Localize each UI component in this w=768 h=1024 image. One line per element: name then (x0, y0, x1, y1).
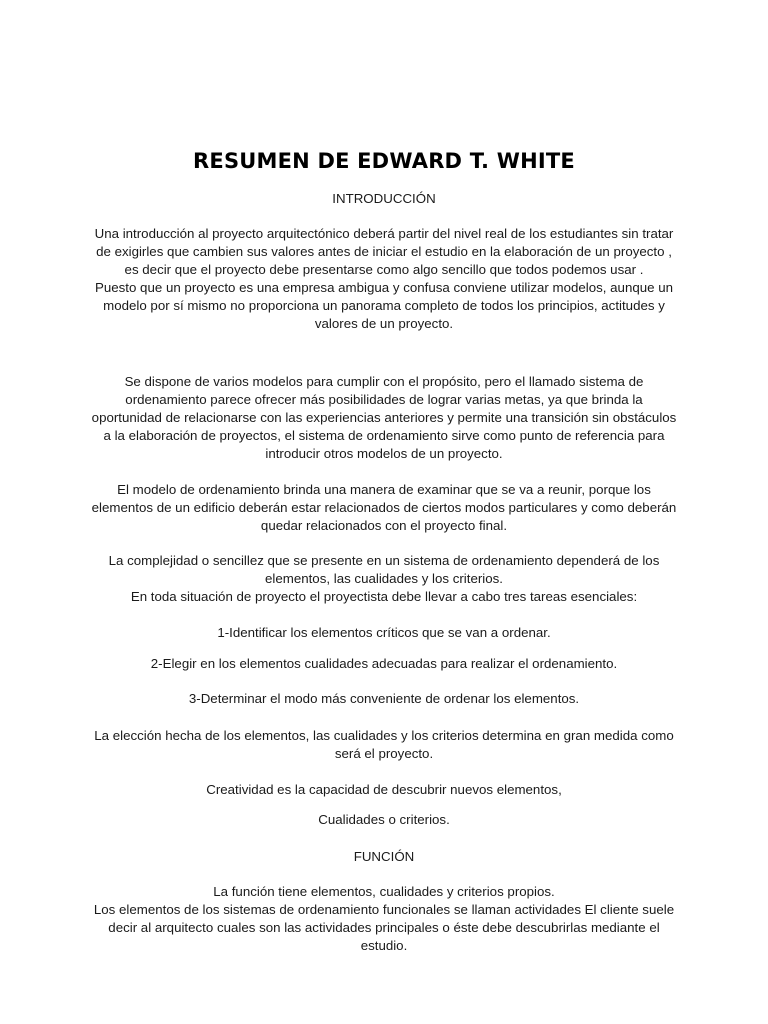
paragraph-6: En toda situación de proyecto el proyectista debe llevar a cabo tres tareas esenciales: (130, 589, 638, 604)
paragraph-7: La elección hecha de los elementos, las cualidades y los criterios determina en gran medida como será el proyecto. (94, 728, 674, 761)
task-2: 2-Elegir en los elementos cualidades adecuadas para realizar el ordenamiento. (150, 656, 618, 671)
task-3: 3-Determinar el modo más conveniente de ordenar los elementos. (188, 691, 580, 706)
document-title: RESUMEN DE EDWARD T. WHITE (193, 149, 575, 173)
task-1: 1-Identificar los elementos críticos que se van a ordenar. (217, 625, 551, 640)
complexity-section (90, 552, 678, 606)
intro-heading: INTRODUCCIÓN (332, 191, 436, 206)
paragraph-3: Se dispone de varios modelos para cumplir con el propósito, pero el llamado sistema de ordenamiento parece ofrecer más posibilidades de lograr varias metas, ya que brinda la oportunidad de relacionarse con las experiencias anteriores y permite una transición sin obstáculos a la elaboración de proyectos, el sistema de ordenamiento sirve como punto de referencia para introducir otros modelos de un proyecto. (91, 374, 677, 461)
function-paragraph-2: Los elementos de los sistemas de ordenamiento funcionales se llaman actividades El cliente suele decir al arquitecto cuales son las actividades principales o éste debe descubrirlas mediante el estudio. (93, 902, 675, 953)
paragraph-8b: Cualidades o criterios. (318, 812, 450, 827)
paragraph-5: La complejidad o sencillez que se presente en un sistema de ordenamiento dependerá de los elementos, las cualidades y los criterios. (108, 553, 660, 586)
function-heading: FUNCIÓN (353, 849, 415, 864)
function-section (90, 883, 678, 955)
intro-paragraph-2: Puesto que un proyecto es una empresa ambigua y confusa conviene utilizar modelos, aunque un modelo por sí mismo no proporciona un panorama completo de todos los principios, actitudes y valores de un proyecto. (94, 280, 674, 331)
intro-section (90, 225, 678, 333)
intro-paragraph-1: Una introducción al proyecto arquitectónico deberá partir del nivel real de los estudiantes sin tratar de exigirles que cambien sus valores antes de iniciar el estudio en la elaboración de un proyecto , es decir que el proyecto debe presentarse como algo sencillo que todos podemos usar . (94, 226, 674, 277)
paragraph-8a: Creatividad es la capacidad de descubrir nuevos elementos, (206, 782, 562, 797)
function-paragraph-1: La función tiene elementos, cualidades y criterios propios. (213, 884, 555, 899)
paragraph-4: El modelo de ordenamiento brinda una manera de examinar que se va a reunir, porque los elementos de un edificio deberán estar relacionados de ciertos modos particulares y como deberán quedar relacionados con el proyecto final. (91, 482, 677, 533)
